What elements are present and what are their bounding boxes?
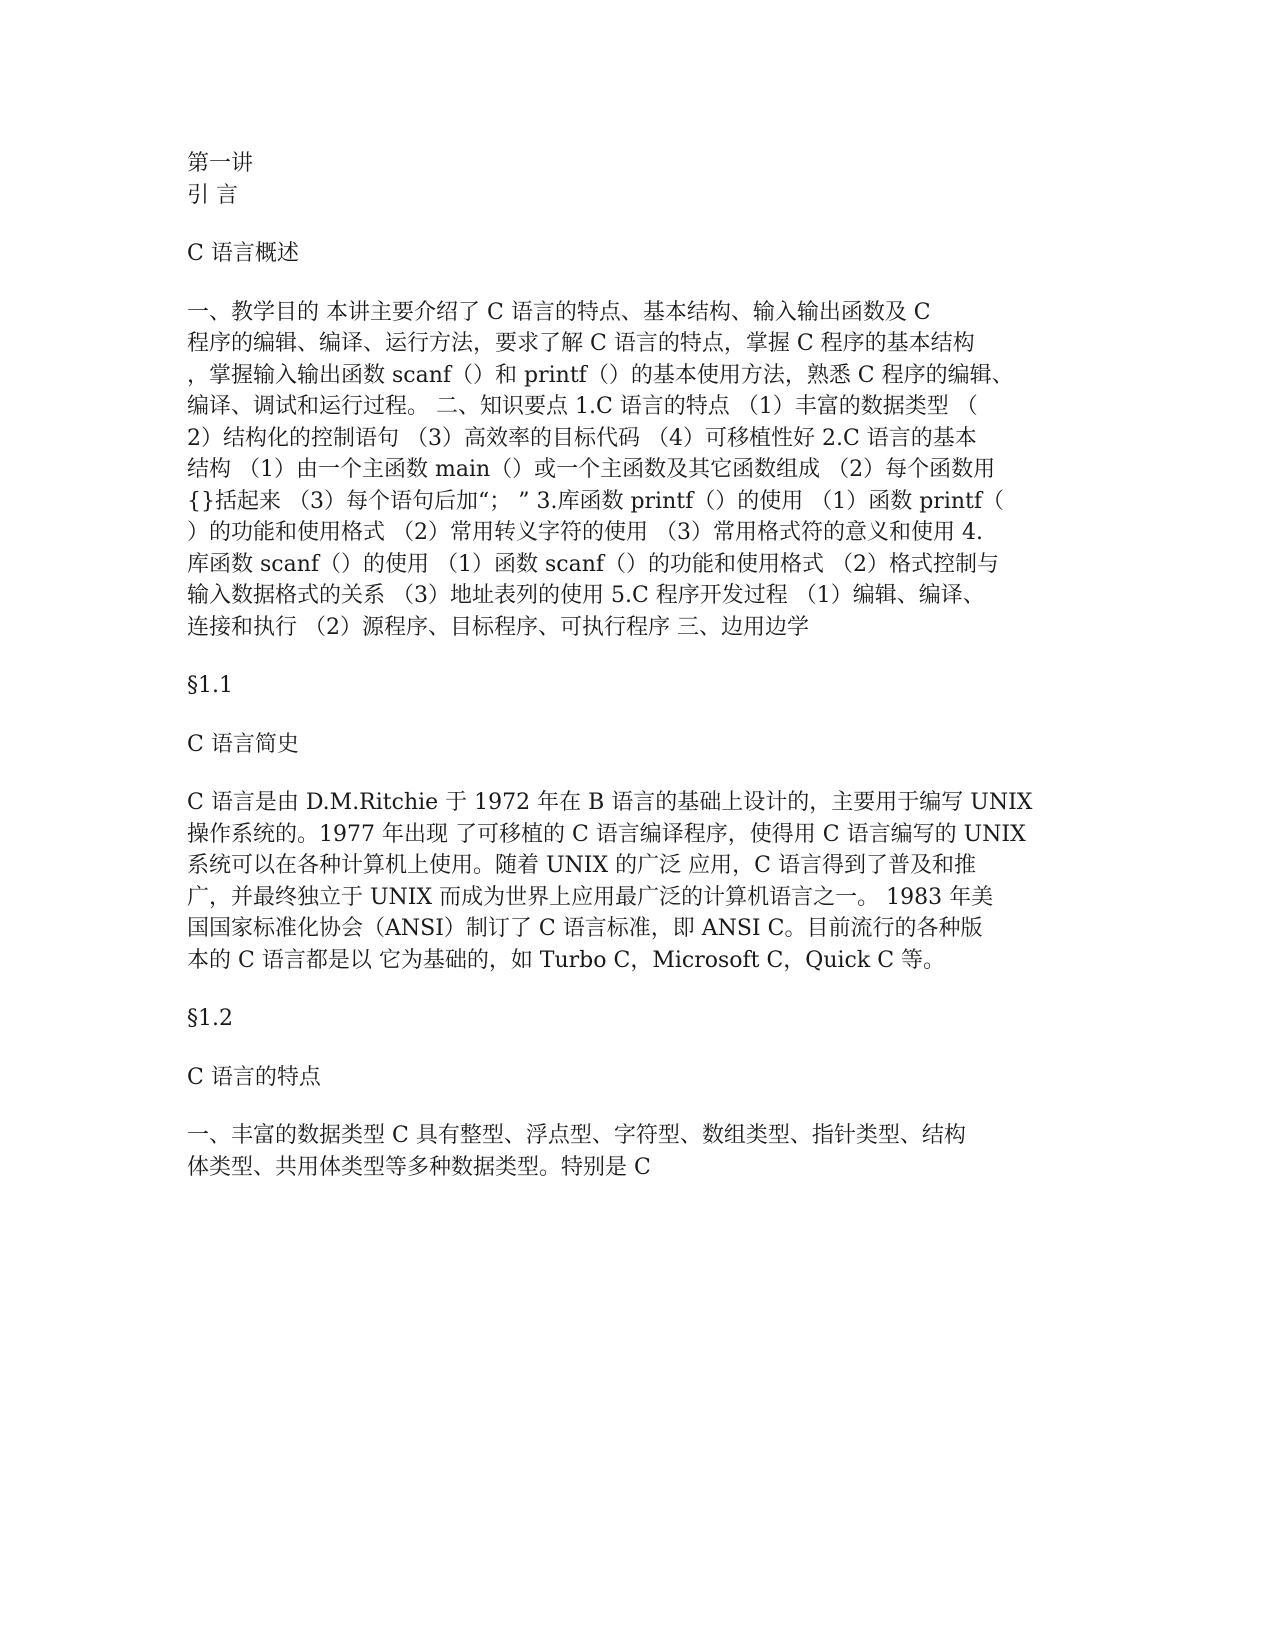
paragraph-line: ，掌握输入输出函数 scanf（）和 printf（）的基本使用方法，熟悉 C 程序的编辑、 [187, 362, 1014, 388]
paragraph-line: 国国家标准化协会（ANSI）制订了 C 语言标准，即 ANSI C。目前流行的各种版 [187, 916, 983, 941]
paragraph-line: ）的功能和使用格式 （2）常用转义字符的使用 （3）常用格式符的意义和使用 4. [187, 520, 983, 545]
paragraph-line: 操作系统的。1977 年出现 了可移植的 C 语言编译程序，使得用 C 语言编写的 UNIX [187, 821, 1026, 847]
spacer [187, 1093, 1107, 1120]
overview-heading: C 语言概述 [187, 241, 299, 266]
paragraph-line: 一、丰富的数据类型 C 具有整型、浮点型、字符型、数组类型、指针类型、结构 [187, 1123, 966, 1148]
paragraph-line: 2）结构化的控制语句 （3）高效率的目标代码 （4）可移植性好 2.C 语言的基本 [187, 425, 977, 451]
paragraph-line: 程序的编辑、编译、运行方法，要求了解 C 语言的特点，掌握 C 程序的基本结构 [187, 331, 975, 356]
section-1-2-number: §1.2 [187, 1006, 233, 1031]
paragraph-line: 库函数 scanf（）的使用 （1）函数 scanf（）的功能和使用格式 （2）格式控制与 [187, 551, 1000, 577]
section-1-1-number: §1.1 [187, 673, 233, 698]
spacer [187, 1035, 1107, 1062]
paragraph-line: 体类型、共用体类型等多种数据类型。特别是 C [187, 1154, 651, 1180]
section-1-1-heading: C 语言简史 [187, 731, 299, 757]
spacer [187, 211, 1107, 238]
paragraph-line: 结构 （1）由一个主函数 main（）或一个主函数及其它函数组成 （2）每个函数用 [187, 457, 996, 482]
paragraph-line: C 语言是由 D.M.Ritchie 于 1972 年在 B 语言的基础上设计的，主要用于编写 UNIX [187, 790, 1033, 815]
paragraph-line: 系统可以在各种计算机上使用。随着 UNIX 的广泛 应用，C 语言得到了普及和推 [187, 853, 976, 878]
paragraph-line: 一、教学目的 本讲主要介绍了 C 语言的特点、基本结构、输入输出函数及 C [187, 299, 931, 325]
spacer [187, 976, 1107, 1003]
paragraph-line: 输入数据格式的关系 （3）地址表列的使用 5.C 程序开发过程 （1）编辑、编译、 [187, 583, 985, 608]
paragraph-line: 广，并最终独立于 UNIX 而成为世界上应用最广泛的计算机语言之一。 1983 年美 [187, 884, 994, 910]
lecture-number: 第一讲 [187, 151, 254, 176]
paragraph-line: 编译、调试和运行过程。 二、知识要点 1.C 语言的特点 （1）丰富的数据类型 （ [187, 394, 978, 419]
paragraph-line: 连接和执行 （2）源程序、目标程序、可执行程序 三、边用边学 [187, 614, 809, 640]
paragraph-line: {}括起来 （3）每个语句后加“； ” 3.库函数 printf（）的使用 （1）函数 printf（ [187, 488, 1005, 514]
history-paragraph [187, 787, 1107, 976]
overview-paragraph [187, 297, 1107, 644]
spacer [187, 270, 1107, 297]
spacer [187, 643, 1107, 670]
spacer [187, 702, 1107, 729]
spacer [187, 760, 1107, 787]
features-paragraph [187, 1120, 1107, 1183]
section-1-2-heading: C 语言的特点 [187, 1064, 321, 1090]
lecture-title: 引 言 [187, 182, 238, 208]
document-body [187, 148, 1107, 1183]
paragraph-line: 本的 C 语言都是以 它为基础的，如 Turbo C，Microsoft C，Quick C 等。 [187, 947, 946, 973]
